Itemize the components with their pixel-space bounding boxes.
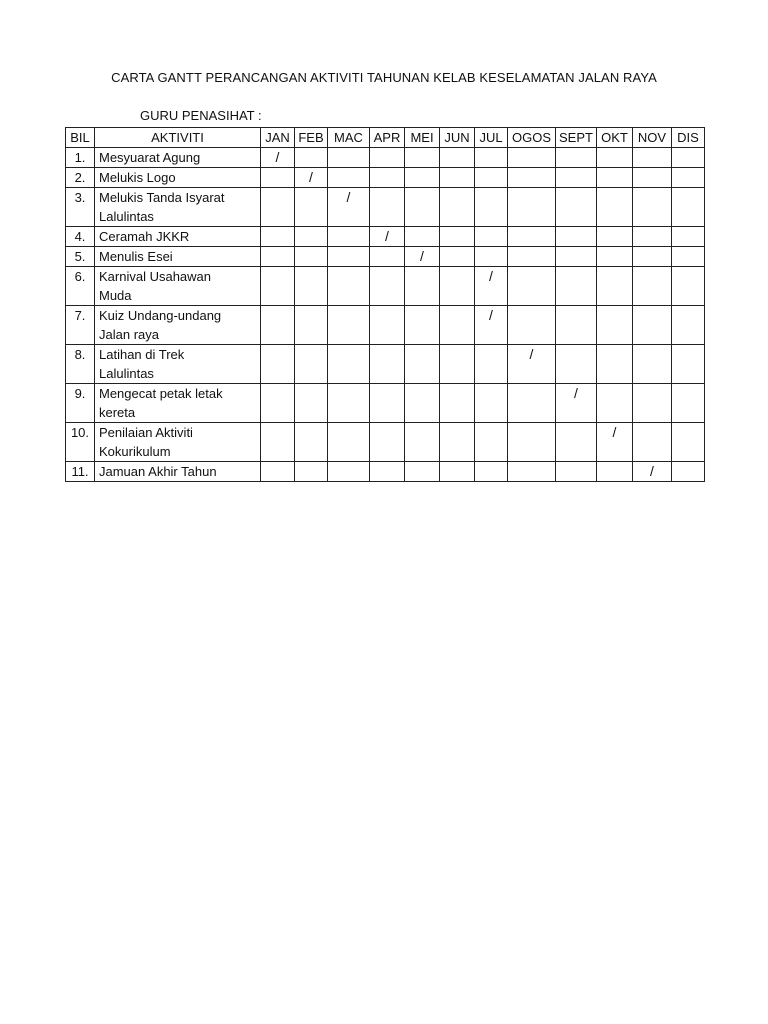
activity-cell — [95, 345, 261, 384]
activity-text-line: Muda — [99, 288, 132, 303]
schedule-cell — [370, 423, 405, 462]
schedule-cell — [261, 188, 295, 227]
row-number: 9. — [66, 384, 95, 423]
schedule-cell — [475, 384, 508, 423]
schedule-cell — [405, 423, 440, 462]
schedule-cell — [261, 267, 295, 306]
page-title: CARTA GANTT PERANCANGAN AKTIVITI TAHUNAN KELAB KESELAMATAN JALAN RAYA — [111, 70, 657, 85]
column-header-ogos: OGOS — [508, 128, 556, 148]
column-header-apr: APR — [370, 128, 405, 148]
schedule-cell — [440, 227, 475, 247]
column-header-nov: NOV — [633, 128, 672, 148]
schedule-cell — [597, 247, 633, 267]
schedule-cell — [440, 384, 475, 423]
table-row — [66, 148, 705, 168]
activity-text-line: Penilaian Aktiviti — [99, 425, 193, 440]
schedule-cell — [261, 345, 295, 384]
schedule-cell — [556, 188, 597, 227]
schedule-cell — [440, 462, 475, 482]
activity-text-line: Melukis Tanda Isyarat — [99, 190, 225, 205]
schedule-cell — [508, 148, 556, 168]
schedule-cell — [672, 384, 705, 423]
column-header-jan: JAN — [261, 128, 295, 148]
schedule-cell — [672, 227, 705, 247]
header-row — [66, 128, 705, 148]
schedule-cell — [370, 306, 405, 345]
schedule-cell — [508, 384, 556, 423]
row-number: 7. — [66, 306, 95, 345]
schedule-cell — [672, 168, 705, 188]
schedule-cell — [328, 384, 370, 423]
row-number: 10. — [66, 423, 95, 462]
schedule-cell — [295, 384, 328, 423]
schedule-cell — [597, 384, 633, 423]
schedule-cell — [370, 345, 405, 384]
schedule-cell — [295, 188, 328, 227]
row-number: 6. — [66, 267, 95, 306]
schedule-cell — [597, 345, 633, 384]
schedule-cell — [261, 306, 295, 345]
schedule-cell — [405, 462, 440, 482]
table-row — [66, 423, 705, 462]
row-number: 3. — [66, 188, 95, 227]
activity-cell — [95, 148, 261, 168]
schedule-cell — [261, 227, 295, 247]
activity-cell — [95, 462, 261, 482]
schedule-cell — [633, 306, 672, 345]
column-header-mac: MAC — [328, 128, 370, 148]
activity-text-line: Lalulintas — [99, 209, 154, 224]
schedule-cell — [405, 267, 440, 306]
schedule-mark: / — [261, 148, 295, 168]
row-number: 11. — [66, 462, 95, 482]
schedule-cell — [328, 168, 370, 188]
schedule-cell — [295, 247, 328, 267]
schedule-cell — [440, 345, 475, 384]
activity-cell — [95, 384, 261, 423]
schedule-cell — [672, 188, 705, 227]
row-number: 2. — [66, 168, 95, 188]
schedule-cell — [672, 423, 705, 462]
activity-text-line: Kokurikulum — [99, 444, 171, 459]
row-number: 8. — [66, 345, 95, 384]
schedule-cell — [475, 168, 508, 188]
schedule-cell — [597, 168, 633, 188]
activity-text-line: Mengecat petak letak — [99, 386, 223, 401]
schedule-cell — [475, 345, 508, 384]
schedule-cell — [295, 423, 328, 462]
column-header-aktiviti: AKTIVITI — [95, 128, 261, 148]
schedule-mark: / — [597, 423, 633, 462]
schedule-cell — [597, 306, 633, 345]
schedule-cell — [633, 148, 672, 168]
column-header-jun: JUN — [440, 128, 475, 148]
activity-text-line: Melukis Logo — [99, 170, 176, 185]
schedule-mark: / — [475, 267, 508, 306]
schedule-cell — [370, 148, 405, 168]
schedule-cell — [597, 188, 633, 227]
schedule-cell — [556, 168, 597, 188]
table-row — [66, 384, 705, 423]
schedule-cell — [440, 267, 475, 306]
schedule-cell — [475, 462, 508, 482]
schedule-cell — [261, 423, 295, 462]
schedule-cell — [261, 168, 295, 188]
schedule-cell — [475, 247, 508, 267]
schedule-cell — [295, 227, 328, 247]
schedule-mark: / — [508, 345, 556, 384]
schedule-cell — [633, 423, 672, 462]
activity-text-line: Mesyuarat Agung — [99, 150, 201, 165]
row-number: 1. — [66, 148, 95, 168]
schedule-cell — [328, 227, 370, 247]
schedule-cell — [672, 345, 705, 384]
schedule-cell — [370, 188, 405, 227]
row-number: 5. — [66, 247, 95, 267]
schedule-cell — [328, 247, 370, 267]
schedule-cell — [370, 267, 405, 306]
schedule-cell — [508, 227, 556, 247]
schedule-mark: / — [556, 384, 597, 423]
schedule-cell — [295, 345, 328, 384]
column-header-sept: SEPT — [556, 128, 597, 148]
schedule-cell — [370, 168, 405, 188]
activity-text-line: Ceramah JKKR — [99, 229, 190, 244]
activity-text-line: Lalulintas — [99, 366, 154, 381]
table-row — [66, 462, 705, 482]
schedule-cell — [328, 462, 370, 482]
activity-cell — [95, 227, 261, 247]
activity-text-line: Jamuan Akhir Tahun — [99, 464, 217, 479]
schedule-cell — [556, 462, 597, 482]
activity-cell — [95, 423, 261, 462]
schedule-mark: / — [405, 247, 440, 267]
schedule-cell — [508, 306, 556, 345]
schedule-cell — [475, 188, 508, 227]
schedule-cell — [370, 247, 405, 267]
schedule-cell — [405, 384, 440, 423]
schedule-cell — [295, 267, 328, 306]
schedule-cell — [633, 267, 672, 306]
schedule-cell — [597, 227, 633, 247]
schedule-cell — [508, 267, 556, 306]
advisor-label: GURU PENASIHAT : — [140, 108, 262, 123]
column-header-mei: MEI — [405, 128, 440, 148]
table-row — [66, 345, 705, 384]
schedule-cell — [405, 188, 440, 227]
column-header-okt: OKT — [597, 128, 633, 148]
schedule-cell — [672, 462, 705, 482]
schedule-cell — [295, 306, 328, 345]
schedule-cell — [475, 423, 508, 462]
schedule-cell — [556, 247, 597, 267]
activity-text-line: Karnival Usahawan — [99, 269, 212, 284]
schedule-cell — [405, 306, 440, 345]
activity-text-line: Latihan di Trek — [99, 347, 185, 362]
schedule-cell — [261, 462, 295, 482]
table-body — [66, 148, 705, 482]
column-header-jul: JUL — [475, 128, 508, 148]
table-row — [66, 227, 705, 247]
schedule-cell — [672, 148, 705, 168]
schedule-cell — [633, 227, 672, 247]
schedule-cell — [440, 306, 475, 345]
schedule-cell — [633, 168, 672, 188]
schedule-cell — [508, 168, 556, 188]
schedule-cell — [405, 148, 440, 168]
table-row — [66, 306, 705, 345]
schedule-cell — [405, 168, 440, 188]
table-row — [66, 267, 705, 306]
schedule-cell — [672, 247, 705, 267]
schedule-cell — [597, 148, 633, 168]
schedule-cell — [405, 345, 440, 384]
schedule-cell — [295, 148, 328, 168]
schedule-cell — [328, 148, 370, 168]
row-number: 4. — [66, 227, 95, 247]
activity-cell — [95, 188, 261, 227]
schedule-cell — [633, 188, 672, 227]
activity-text-line: Jalan raya — [99, 327, 159, 342]
schedule-cell — [597, 462, 633, 482]
schedule-cell — [556, 267, 597, 306]
schedule-cell — [556, 227, 597, 247]
schedule-cell — [328, 306, 370, 345]
schedule-cell — [261, 247, 295, 267]
schedule-mark: / — [295, 168, 328, 188]
schedule-cell — [556, 148, 597, 168]
schedule-cell — [475, 148, 508, 168]
schedule-cell — [508, 462, 556, 482]
schedule-cell — [405, 227, 440, 247]
schedule-cell — [556, 345, 597, 384]
schedule-cell — [440, 148, 475, 168]
schedule-cell — [440, 247, 475, 267]
schedule-cell — [556, 306, 597, 345]
column-header-dis: DIS — [672, 128, 705, 148]
activity-text-line: kereta — [99, 405, 136, 420]
activity-cell — [95, 168, 261, 188]
gantt-table — [65, 127, 705, 482]
schedule-cell — [328, 423, 370, 462]
schedule-cell — [633, 345, 672, 384]
schedule-cell — [633, 384, 672, 423]
schedule-cell — [508, 247, 556, 267]
schedule-cell — [475, 227, 508, 247]
schedule-cell — [295, 462, 328, 482]
activity-cell — [95, 247, 261, 267]
schedule-cell — [328, 345, 370, 384]
table-row — [66, 168, 705, 188]
schedule-cell — [672, 306, 705, 345]
schedule-cell — [328, 267, 370, 306]
schedule-mark: / — [633, 462, 672, 482]
schedule-cell — [556, 423, 597, 462]
schedule-cell — [440, 168, 475, 188]
schedule-cell — [261, 384, 295, 423]
activity-cell — [95, 267, 261, 306]
schedule-cell — [440, 423, 475, 462]
schedule-cell — [440, 188, 475, 227]
schedule-mark: / — [370, 227, 405, 247]
schedule-cell — [633, 247, 672, 267]
schedule-cell — [370, 384, 405, 423]
schedule-cell — [597, 267, 633, 306]
schedule-cell — [370, 462, 405, 482]
schedule-cell — [508, 423, 556, 462]
column-header-bil: BIL — [66, 128, 95, 148]
table-row — [66, 247, 705, 267]
table-row — [66, 188, 705, 227]
schedule-mark: / — [328, 188, 370, 227]
activity-text-line: Kuiz Undang-undang — [99, 308, 222, 323]
schedule-cell — [508, 188, 556, 227]
schedule-mark: / — [475, 306, 508, 345]
schedule-cell — [672, 267, 705, 306]
activity-cell — [95, 306, 261, 345]
column-header-feb: FEB — [295, 128, 328, 148]
activity-text-line: Menulis Esei — [99, 249, 173, 264]
